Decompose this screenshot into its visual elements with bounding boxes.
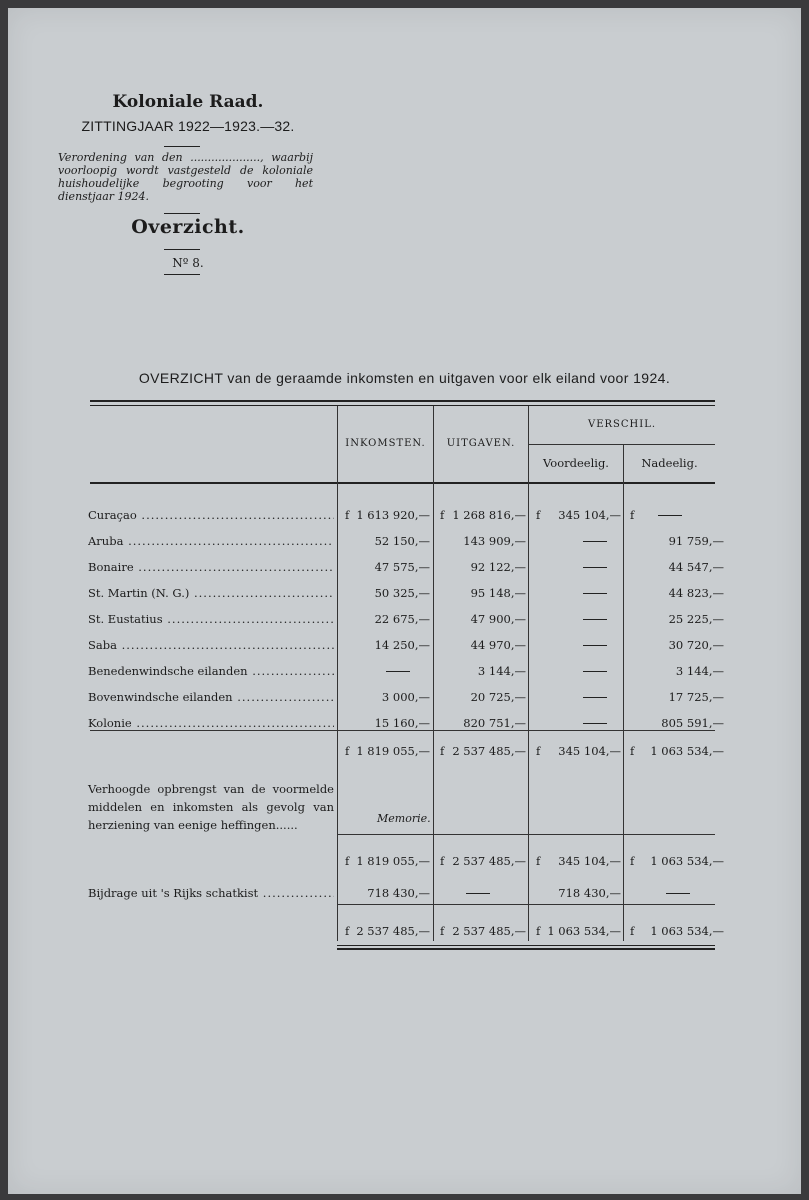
- currency-f: f: [536, 508, 541, 522]
- currency-f: f: [630, 854, 635, 868]
- document-page: [8, 8, 801, 1194]
- divider: [164, 249, 200, 250]
- bottom-rule: [337, 945, 715, 946]
- header-verschil: VERSCHIL.: [587, 419, 657, 430]
- divider: [164, 213, 200, 214]
- row-label: St. Martin (N. G.) .....: [88, 584, 334, 602]
- dash: [583, 645, 607, 646]
- header-voordeelig: Voordeelig.: [543, 456, 609, 470]
- cell-inkomsten: 47 575,—: [374, 560, 430, 574]
- currency-f: f: [345, 744, 350, 758]
- subtotal-voordeelig: 345 104,—: [558, 744, 621, 758]
- cell-nadeelig: 91 759,—: [668, 534, 724, 548]
- cell-nadeelig: 44 547,—: [668, 560, 724, 574]
- subtotal-inkomsten: 1 819 055,—: [356, 854, 430, 868]
- cell-nadeelig: 25 225,—: [668, 612, 724, 626]
- divider: [164, 274, 200, 275]
- row-label: Bonaire .....: [88, 558, 334, 576]
- currency-f: f: [536, 744, 541, 758]
- dash: [583, 619, 607, 620]
- ordinance-description: Verordening van den ...................., waarbij voorloopig wordt vastgesteld de koloniale huishoudelijke begrooting voor het dienstjaar 1924.: [58, 151, 313, 203]
- cell-uitgaven: 143 909,—: [463, 534, 526, 548]
- row-label: Kolonie .....: [88, 714, 334, 732]
- col-divider: [623, 444, 624, 941]
- cell-uitgaven: 95 148,—: [470, 586, 526, 600]
- bottom-rule-thick: [337, 948, 715, 950]
- subtotal-uitgaven: 2 537 485,—: [452, 854, 526, 868]
- main-title: OVERZICHT van de geraamde inkomsten en uitgaven voor elk eiland voor 1924.: [138, 370, 671, 386]
- bijdrage-voordeelig: 718 430,—: [558, 886, 621, 900]
- dash: [658, 515, 682, 516]
- cell-nadeelig: 30 720,—: [668, 638, 724, 652]
- cell-uitgaven: 1 268 816,—: [452, 508, 526, 522]
- cell-uitgaven: 3 144,—: [477, 664, 526, 678]
- dash: [466, 893, 490, 894]
- currency-f: f: [440, 508, 445, 522]
- cell-uitgaven: 20 725,—: [470, 690, 526, 704]
- total-nadeelig: 1 063 534,—: [650, 924, 724, 938]
- dash: [583, 593, 607, 594]
- subtotal-nadeelig: 1 063 534,—: [650, 744, 724, 758]
- header-bottom-rule: [90, 482, 715, 484]
- cell-inkomsten: 15 160,—: [374, 716, 430, 730]
- currency-f: f: [440, 744, 445, 758]
- cell-nadeelig: 44 823,—: [668, 586, 724, 600]
- cell-inkomsten: 52 150,—: [374, 534, 430, 548]
- row-label: Bovenwindsche eilanden .....: [88, 688, 334, 706]
- document-number: Nº 8.: [172, 256, 204, 270]
- dash: [386, 671, 410, 672]
- session-line: ZITTINGJAAR 1922—1923.—32.: [81, 118, 295, 134]
- currency-f: f: [536, 854, 541, 868]
- cell-inkomsten: 50 325,—: [374, 586, 430, 600]
- row-label: Curaçao .....: [88, 506, 334, 524]
- row-label: Bijdrage uit 's Rijks schatkist .....: [88, 884, 334, 902]
- verhoogde-label: Verhoogde opbrengst van de voormelde middelen en inkomsten als gevolg van herziening van eenige heffingen......: [88, 782, 334, 832]
- total-uitgaven: 2 537 485,—: [452, 924, 526, 938]
- table-top-rule: [90, 400, 715, 402]
- currency-f: f: [536, 924, 541, 938]
- memorie-note: Memorie.: [377, 812, 431, 825]
- row-label: St. Eustatius .....: [88, 610, 334, 628]
- section-rule: [337, 834, 715, 835]
- cell-uitgaven: 44 970,—: [470, 638, 526, 652]
- dash: [583, 723, 607, 724]
- header-uitgaven: UITGAVEN.: [446, 438, 516, 449]
- currency-f: f: [440, 854, 445, 868]
- subtotal-inkomsten: 1 819 055,—: [356, 744, 430, 758]
- currency-f: f: [345, 508, 350, 522]
- subtotal-uitgaven: 2 537 485,—: [452, 744, 526, 758]
- row-label: Benedenwindsche eilanden .....: [88, 662, 334, 680]
- cell-uitgaven: 820 751,—: [463, 716, 526, 730]
- bijdrage-inkomsten: 718 430,—: [367, 886, 430, 900]
- dash: [583, 567, 607, 568]
- header-inkomsten: INKOMSTEN.: [345, 438, 426, 449]
- dash: [666, 893, 690, 894]
- col-divider: [528, 406, 529, 941]
- cell-nadeelig: 3 144,—: [675, 664, 724, 678]
- dash: [583, 697, 607, 698]
- subtotal-nadeelig: 1 063 534,—: [650, 854, 724, 868]
- row-label: Saba .....: [88, 636, 334, 654]
- dash: [583, 541, 607, 542]
- section-rule: [337, 904, 715, 905]
- subtotal-voordeelig: 345 104,—: [558, 854, 621, 868]
- table-top-rule-thin: [90, 405, 715, 406]
- dash: [583, 671, 607, 672]
- total-voordeelig: 1 063 534,—: [547, 924, 621, 938]
- verschil-divider: [528, 444, 715, 445]
- header-nadeelig: Nadeelig.: [641, 456, 698, 470]
- cell-nadeelig: 17 725,—: [668, 690, 724, 704]
- section-title: Overzicht.: [131, 216, 245, 238]
- cell-inkomsten: 1 613 920,—: [356, 508, 430, 522]
- currency-f: f: [630, 924, 635, 938]
- currency-f: f: [440, 924, 445, 938]
- total-inkomsten: 2 537 485,—: [356, 924, 430, 938]
- cell-nadeelig: 805 591,—: [661, 716, 724, 730]
- cell-inkomsten: 3 000,—: [381, 690, 430, 704]
- currency-f: f: [345, 924, 350, 938]
- col-divider: [433, 406, 434, 941]
- col-divider: [337, 406, 338, 941]
- currency-f: f: [345, 854, 350, 868]
- divider: [164, 146, 200, 147]
- council-title: Koloniale Raad.: [112, 92, 264, 112]
- cell-uitgaven: 47 900,—: [470, 612, 526, 626]
- currency-f: f: [630, 744, 635, 758]
- cell-inkomsten: 22 675,—: [374, 612, 430, 626]
- cell-voordeelig: 345 104,—: [558, 508, 621, 522]
- row-label: Aruba .....: [88, 532, 334, 550]
- cell-uitgaven: 92 122,—: [470, 560, 526, 574]
- currency-f: f: [630, 508, 635, 522]
- cell-inkomsten: 14 250,—: [374, 638, 430, 652]
